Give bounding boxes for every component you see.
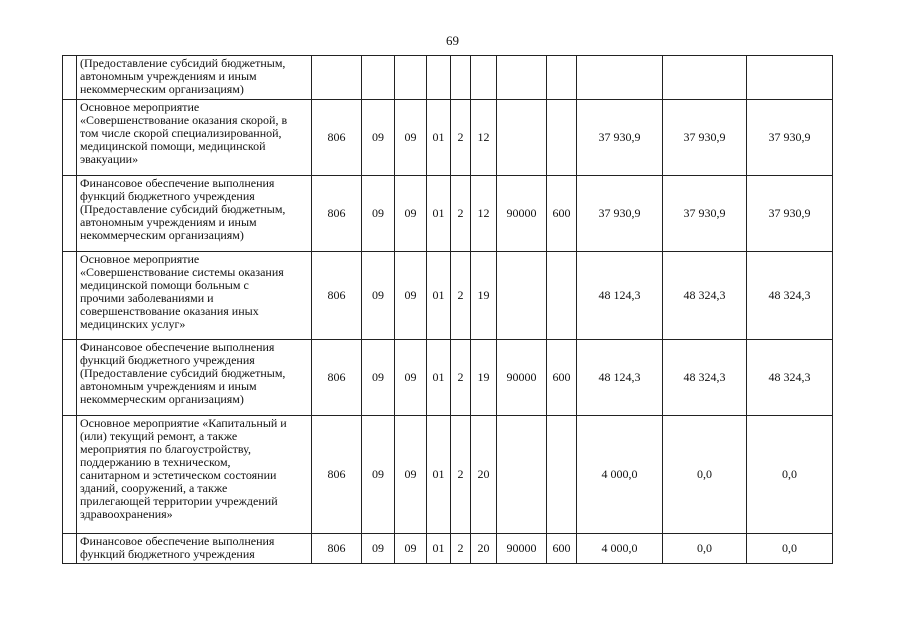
program-code-cell: 01: [427, 416, 451, 534]
ved-code-cell: 806: [312, 416, 362, 534]
expense-type-code-cell: [547, 252, 577, 340]
section-code-cell: 09: [362, 534, 395, 564]
description-line: (Предоставление субсидий бюджетным,: [80, 366, 286, 380]
description-line: «Совершенствование оказания скорой, в: [80, 113, 288, 127]
amount-year-3-cell: 0,0: [747, 416, 833, 534]
section-code-cell: [362, 56, 395, 100]
page-number: 69: [446, 33, 459, 48]
description-line: автономным учреждениям и иным: [80, 379, 257, 393]
table-row: [63, 176, 833, 252]
description-line: функций бюджетного учреждения: [80, 189, 255, 203]
description-line: медицинской помощи больным с: [80, 278, 249, 292]
row-marker-cell: [63, 176, 77, 252]
amount-year-1-cell: 37 930,9: [577, 176, 663, 252]
table-row: [63, 56, 833, 100]
program-code-cell: 01: [427, 176, 451, 252]
description-line: Финансовое обеспечение выполнения: [80, 176, 275, 190]
description-line: медицинской помощи, медицинской: [80, 139, 266, 153]
event-code-cell: 12: [471, 176, 497, 252]
subsection-code-cell: 09: [395, 176, 427, 252]
amount-year-2-cell: 48 324,3: [663, 252, 747, 340]
description-line: эвакуации»: [80, 152, 139, 166]
description-line: функций бюджетного учреждения: [80, 353, 255, 367]
row-marker-cell: [63, 416, 77, 534]
expense-type-code-cell: [547, 56, 577, 100]
direction-code-cell: 90000: [497, 176, 547, 252]
row-marker-cell: [63, 252, 77, 340]
ved-code-cell: 806: [312, 252, 362, 340]
description-line: функций бюджетного учреждения: [80, 547, 255, 561]
amount-year-1-cell: 37 930,9: [577, 100, 663, 176]
description-line: медицинских услуг»: [80, 317, 186, 331]
expense-type-code-cell: 600: [547, 176, 577, 252]
amount-year-1-cell: [577, 56, 663, 100]
description-line: санитарном и эстетическом состоянии: [80, 468, 277, 482]
row-marker-cell: [63, 56, 77, 100]
direction-code-cell: [497, 56, 547, 100]
table-row: [63, 340, 833, 416]
amount-year-3-cell: 48 324,3: [747, 340, 833, 416]
description-line: совершенствование оказания иных: [80, 304, 259, 318]
description-line: «Совершенствование системы оказания: [80, 265, 284, 279]
description-line: прочими заболеваниями и: [80, 291, 214, 305]
amount-year-3-cell: 48 324,3: [747, 252, 833, 340]
amount-year-1-cell: 4 000,0: [577, 534, 663, 564]
description-line: автономным учреждениям и иным: [80, 215, 257, 229]
description-line: поддержанию в техническом,: [80, 455, 231, 469]
event-code-cell: 20: [471, 534, 497, 564]
description-line: автономным учреждениям и иным: [80, 69, 257, 83]
expense-type-code-cell: [547, 416, 577, 534]
program-code-cell: 01: [427, 340, 451, 416]
description-line: Основное мероприятие: [80, 252, 200, 266]
subsection-code-cell: 09: [395, 100, 427, 176]
table-row: [63, 100, 833, 176]
section-code-cell: 09: [362, 416, 395, 534]
amount-year-1-cell: 4 000,0: [577, 416, 663, 534]
description-line: (Предоставление субсидий бюджетным,: [80, 202, 286, 216]
table-row: [63, 252, 833, 340]
row-marker-cell: [63, 100, 77, 176]
description-line: Основное мероприятие «Капитальный и: [80, 416, 287, 430]
table-body: [63, 56, 833, 564]
description-line: зданий, сооружений, а также: [80, 481, 228, 495]
description-line: том числе скорой специализированной,: [80, 126, 282, 140]
description-line: Финансовое обеспечение выполнения: [80, 534, 275, 548]
subsection-code-cell: 09: [395, 534, 427, 564]
description-cell: [77, 56, 312, 100]
description-line: Основное мероприятие: [80, 100, 200, 114]
ved-code-cell: 806: [312, 340, 362, 416]
direction-code-cell: [497, 100, 547, 176]
description-line: (или) текущий ремонт, а также: [80, 429, 238, 443]
amount-year-2-cell: [663, 56, 747, 100]
subsection-code-cell: [395, 56, 427, 100]
section-code-cell: 09: [362, 340, 395, 416]
direction-code-cell: [497, 252, 547, 340]
event-code-cell: 19: [471, 252, 497, 340]
amount-year-2-cell: 37 930,9: [663, 176, 747, 252]
program-code-cell: 01: [427, 252, 451, 340]
subprogram-code-cell: 2: [451, 100, 471, 176]
subprogram-code-cell: 2: [451, 340, 471, 416]
description-line: здравоохранения»: [80, 507, 173, 521]
subsection-code-cell: 09: [395, 416, 427, 534]
amount-year-2-cell: 0,0: [663, 534, 747, 564]
event-code-cell: 19: [471, 340, 497, 416]
amount-year-3-cell: [747, 56, 833, 100]
subsection-code-cell: 09: [395, 340, 427, 416]
amount-year-3-cell: 37 930,9: [747, 176, 833, 252]
section-code-cell: 09: [362, 176, 395, 252]
subprogram-code-cell: 2: [451, 252, 471, 340]
direction-code-cell: 90000: [497, 534, 547, 564]
description-cell: [77, 340, 312, 416]
program-code-cell: 01: [427, 534, 451, 564]
amount-year-3-cell: 37 930,9: [747, 100, 833, 176]
amount-year-2-cell: 0,0: [663, 416, 747, 534]
row-marker-cell: [63, 534, 77, 564]
expense-type-code-cell: [547, 100, 577, 176]
event-code-cell: 20: [471, 416, 497, 534]
description-line: мероприятия по благоустройству,: [80, 442, 251, 456]
table-row: [63, 534, 833, 564]
amount-year-1-cell: 48 124,3: [577, 340, 663, 416]
table-row: [63, 416, 833, 534]
description-line: (Предоставление субсидий бюджетным,: [80, 56, 286, 70]
expense-type-code-cell: 600: [547, 534, 577, 564]
description-cell: [77, 100, 312, 176]
description-line: прилегающей территории учреждений: [80, 494, 278, 508]
ved-code-cell: 806: [312, 534, 362, 564]
row-marker-cell: [63, 340, 77, 416]
section-code-cell: 09: [362, 100, 395, 176]
budget-table: [62, 55, 833, 564]
program-code-cell: 01: [427, 100, 451, 176]
description-line: Финансовое обеспечение выполнения: [80, 340, 275, 354]
section-code-cell: 09: [362, 252, 395, 340]
expense-type-code-cell: 600: [547, 340, 577, 416]
subprogram-code-cell: 2: [451, 416, 471, 534]
ved-code-cell: [312, 56, 362, 100]
direction-code-cell: 90000: [497, 340, 547, 416]
program-code-cell: [427, 56, 451, 100]
subprogram-code-cell: 2: [451, 176, 471, 252]
amount-year-3-cell: 0,0: [747, 534, 833, 564]
description-line: некоммерческим организациям): [80, 82, 244, 96]
description-line: некоммерческим организациям): [80, 392, 244, 406]
amount-year-2-cell: 37 930,9: [663, 100, 747, 176]
event-code-cell: 12: [471, 100, 497, 176]
description-cell: [77, 534, 312, 564]
amount-year-2-cell: 48 324,3: [663, 340, 747, 416]
subsection-code-cell: 09: [395, 252, 427, 340]
amount-year-1-cell: 48 124,3: [577, 252, 663, 340]
description-line: некоммерческим организациям): [80, 228, 244, 242]
event-code-cell: [471, 56, 497, 100]
subprogram-code-cell: [451, 56, 471, 100]
description-cell: [77, 176, 312, 252]
description-cell: [77, 252, 312, 340]
direction-code-cell: [497, 416, 547, 534]
ved-code-cell: 806: [312, 176, 362, 252]
description-cell: [77, 416, 312, 534]
ved-code-cell: 806: [312, 100, 362, 176]
subprogram-code-cell: 2: [451, 534, 471, 564]
